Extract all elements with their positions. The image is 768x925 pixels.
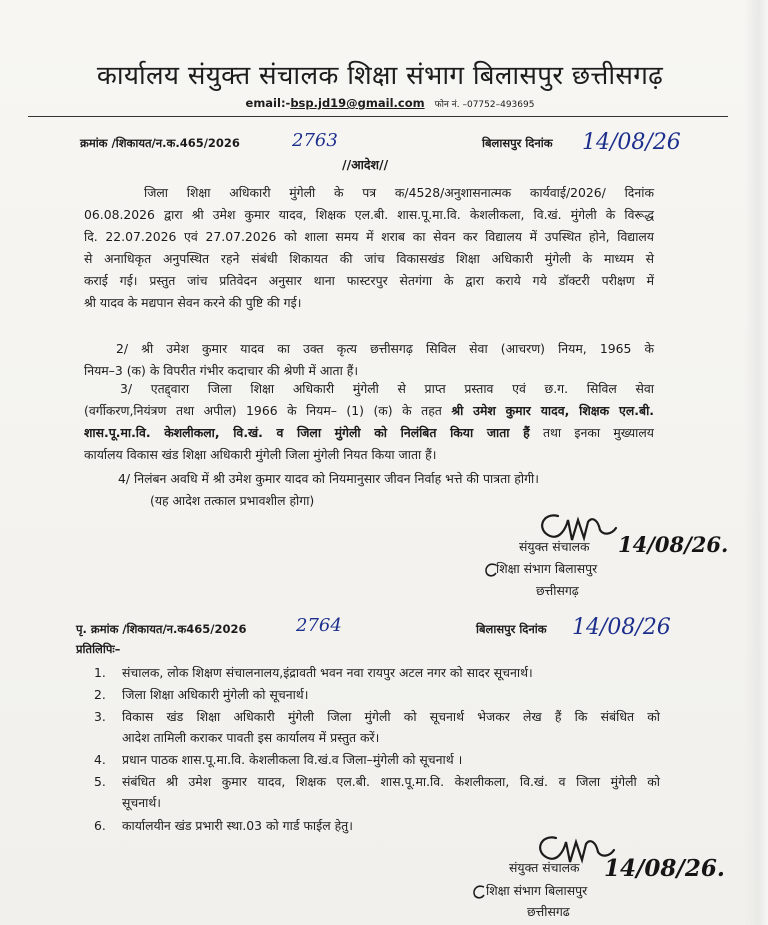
paragraph-line: नियम–3 (क) के विपरीत गंभीर कदाचार की श्रेणी में आता हैं। bbox=[84, 363, 359, 378]
handwritten-endorsement-number: 2764 bbox=[296, 615, 342, 636]
signatory-department: शिक्षा संभाग बिलासपुर bbox=[486, 883, 588, 898]
email-label: email:- bbox=[245, 96, 291, 110]
paragraph-line: 3/ एतद्द्वारा जिला शिक्षा अधिकारी मुंगेली से प्राप्त प्रस्ताव एवं छ.ग. सिविल सेवा bbox=[120, 381, 654, 396]
phone-number: फोन नं. –07752–493695 bbox=[434, 100, 535, 110]
handwritten-endorsement-date: 14/08/26 bbox=[572, 615, 671, 640]
list-text: सूचनार्थ। bbox=[122, 795, 161, 810]
signatory-title: संयुक्त संचालक bbox=[519, 539, 590, 554]
list-text: विकास खंड शिक्षा अधिकारी मुंगेली जिला मुंगेली को सूचनार्थ भेजकर लेख हैं कि संबंधित को bbox=[122, 709, 660, 724]
header-divider bbox=[28, 116, 728, 117]
copy-to-label: प्रतिलिपिः– bbox=[76, 642, 121, 656]
list-item bbox=[94, 771, 660, 813]
paragraph-line: कार्यालय विकास खंड शिक्षा अधिकारी मुंगेली जिला मुंगेली नियत किया जाता हैं। bbox=[84, 447, 437, 462]
list-text: संबंधित श्री उमेश कुमार यादव, शिक्षक एल.बी. शास.पू.मा.वि. केशलीकला, वि.खं. व जिला मुंगेली को bbox=[122, 774, 660, 789]
paragraph-line: कराई गई। प्रस्तुत जांच प्रतिवेदन अनुसार थाना फास्टरपुर सेतगंगा के द्वारा कराये गये डॉक्टरी परीक्षण में bbox=[84, 273, 654, 288]
order-paragraph-3 bbox=[84, 378, 654, 466]
list-text: कार्यालयीन खंड प्रभारी स्था.03 को गार्ड फाईल हेतु। bbox=[122, 818, 353, 833]
endorsement-place-date-label: बिलासपुर दिनांक bbox=[476, 622, 547, 636]
list-item bbox=[94, 684, 660, 705]
signatory-state: छत्तीसगढ bbox=[527, 904, 570, 919]
paragraph-line: 2/ श्री उमेश कुमार यादव का उक्त कृत्य छत्तीसगढ़ सिविल सेवा (आचरण) नियम, 1965 के bbox=[116, 341, 654, 356]
email-link[interactable]: bsp.jd19@gmail.com bbox=[290, 96, 425, 110]
paragraph-line: से अनाधिकृत अनुपस्थित रहने संबंधी शिकायत की जांच विकासखंड शिक्षा अधिकारी मुंगेली के माध्यम से bbox=[84, 251, 654, 266]
page-edge-shadow bbox=[744, 0, 768, 925]
order-heading: //आदेश// bbox=[342, 157, 389, 172]
list-item bbox=[94, 662, 660, 683]
signatory-state: छत्तीसगढ़ bbox=[536, 583, 579, 598]
paragraph-line: दि. 22.07.2026 एवं 27.07.2026 को शाला समय में शराब का सेवन कर विद्यालय में उपस्थित होने, विद्यालय bbox=[84, 229, 654, 244]
list-number: 4. bbox=[94, 752, 106, 767]
order-paragraph-2 bbox=[84, 338, 654, 382]
order-reference: क्रमांक /शिकायत/न.क.465/2026 bbox=[80, 136, 240, 150]
order-paragraph-4: 4/ निलंबन अवधि में श्री उमेश कुमार यादव को नियमानुसार जीवन निर्वाह भत्ते की पात्रता होगी। bbox=[118, 471, 539, 486]
copy-list bbox=[94, 662, 660, 836]
list-text: संचालक, लोक शिक्षण संचालनालय,इंद्रावती भवन नवा रायपुर अटल नगर को सादर सूचनार्थ। bbox=[122, 665, 533, 680]
list-number: 2. bbox=[94, 687, 106, 702]
paragraph-line: जिला शिक्षा अधिकारी मुंगेली के पत्र क/4528/अनुशासनात्मक कार्यवाई/2026/ दिनांक bbox=[144, 185, 654, 200]
signature-date: 14/08/26. bbox=[618, 532, 729, 557]
list-item bbox=[94, 749, 660, 770]
list-number: 6. bbox=[94, 818, 106, 833]
list-text: आदेश तामिली कराकर पावती इस कार्यालय में प्रस्तुत करें। bbox=[122, 730, 380, 745]
effective-note: (यह आदेश तत्काल प्रभावशील होगा) bbox=[150, 493, 315, 508]
list-item bbox=[94, 706, 660, 748]
paragraph-line: श्री यादव के मद्यपान सेवन करने की पुष्टि की गई। bbox=[84, 295, 302, 310]
list-text: प्रधान पाठक शास.पू.मा.वि. केशलीकला वि.खं.व जिला–मुंगेली को सूचनार्थ । bbox=[122, 752, 463, 767]
bold-teacher-name: श्री उमेश कुमार यादव, शिक्षक एल.बी. bbox=[451, 403, 654, 418]
text-run: तथा इनका मुख्यालय bbox=[542, 425, 654, 440]
signatory-department: शिक्षा संभाग बिलासपुर bbox=[496, 561, 598, 576]
signature-date: 14/08/26. bbox=[604, 855, 725, 882]
handwritten-order-number: 2763 bbox=[292, 130, 338, 151]
paragraph-line: 06.08.2026 द्वारा श्री उमेश कुमार यादव, शिक्षक एल.बी. शास.पू.मा.वि. केशलीकला, वि.खं. मुंगेली के विरूद्ध bbox=[84, 207, 654, 222]
paragraph-line bbox=[84, 422, 654, 444]
handwritten-date: 14/08/26 bbox=[582, 130, 681, 155]
list-number: 1. bbox=[94, 665, 106, 680]
bold-suspension-text: शास.पू.मा.वि. केशलीकला, वि.खं. व जिला मुंगेली को निलंबित किया जाता हैं bbox=[84, 425, 530, 440]
place-date-label: बिलासपुर दिनांक bbox=[482, 136, 553, 150]
list-text: जिला शिक्षा अधिकारी मुंगेली को सूचनार्थ। bbox=[122, 687, 309, 702]
endorsement-reference: पृ. क्रमांक /शिकायत/न.क465/2026 bbox=[76, 622, 247, 636]
office-title: कार्यालय संयुक्त संचालक शिक्षा संभाग बिलासपुर छत्तीसगढ़ bbox=[96, 61, 664, 91]
order-paragraph-1 bbox=[84, 182, 654, 314]
signatory-title: संयुक्त संचालक bbox=[509, 860, 580, 875]
paragraph-line bbox=[84, 400, 654, 422]
contact-line bbox=[120, 96, 660, 110]
list-number: 5. bbox=[94, 774, 106, 789]
text-run: (वर्गीकरण,नियंत्रण तथा अपील) 1966 के नियम– (1) (क) के तहत bbox=[84, 403, 442, 418]
list-number: 3. bbox=[94, 709, 106, 724]
